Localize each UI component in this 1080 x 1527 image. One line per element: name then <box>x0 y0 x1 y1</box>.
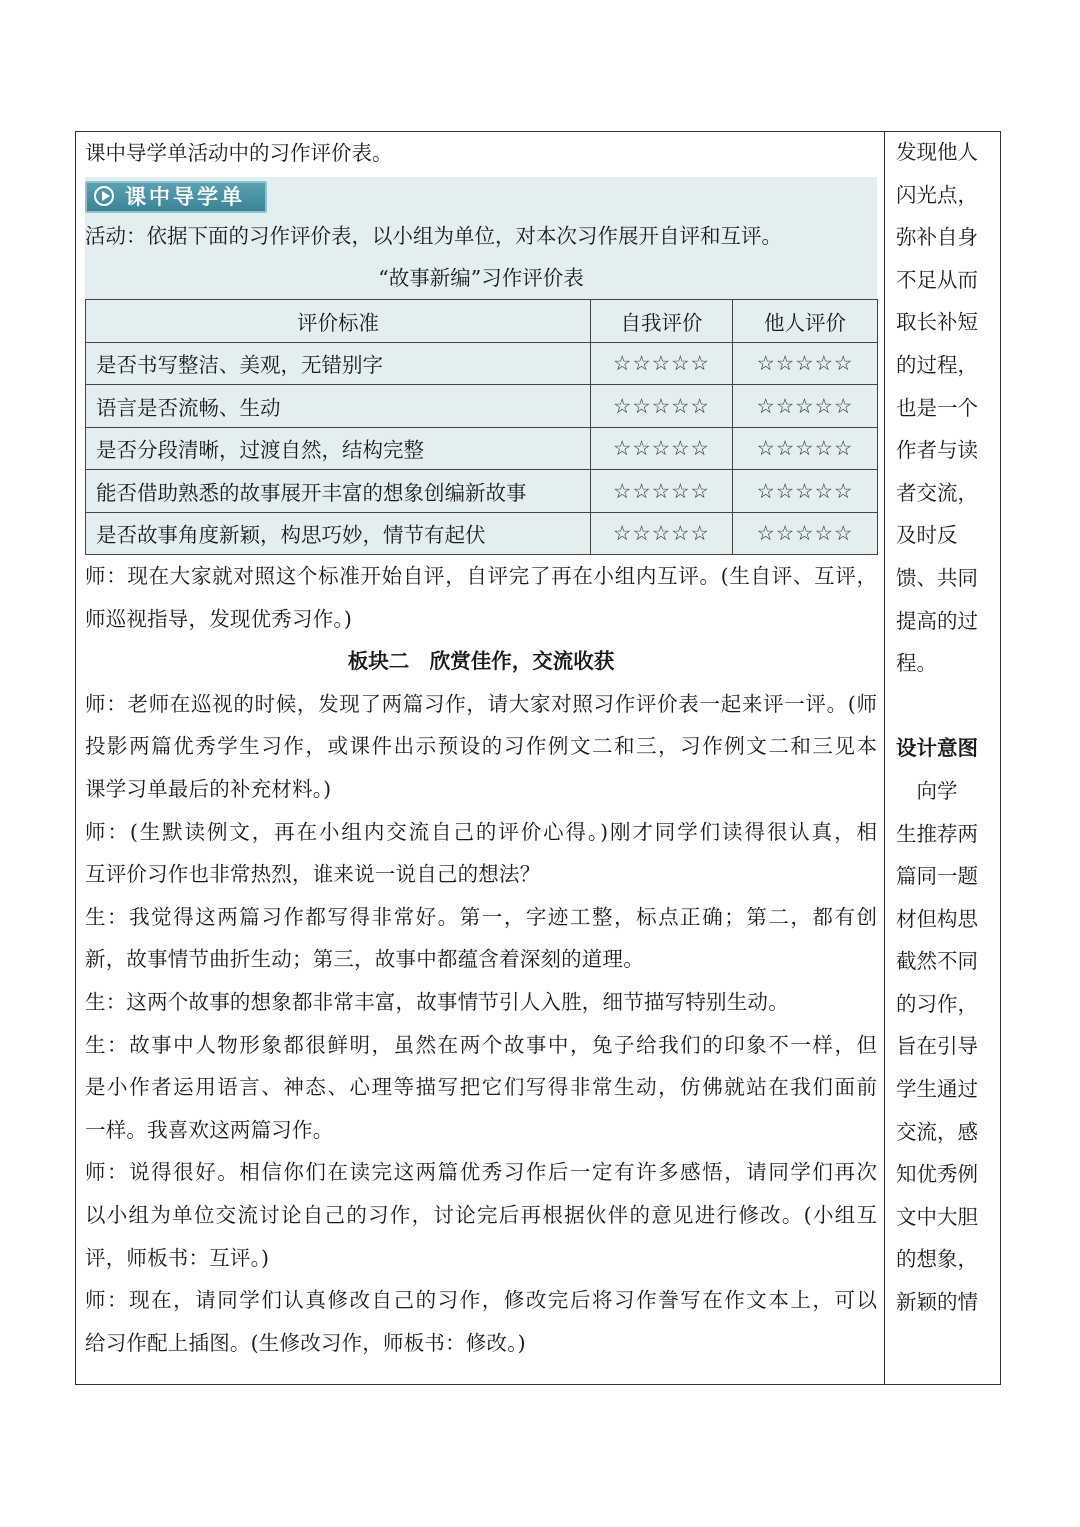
side-column <box>896 131 988 1324</box>
table-row <box>86 427 878 470</box>
dialogue-line: 师巡视指导，发现优秀习作。) <box>85 606 353 631</box>
dialogue-line: 师：老师在巡视的时候，发现了两篇习作，请大家对照习作评价表一起来评一评。(师 <box>85 691 877 716</box>
side-note-line: 的想象， <box>896 1247 978 1272</box>
side-note-line: 者交流， <box>896 480 978 505</box>
side-note-line: 的过程， <box>896 352 978 377</box>
side-note-line: 新颖的情 <box>896 1290 978 1315</box>
self-rating-stars: ☆☆☆☆☆ <box>591 512 733 555</box>
side-note-line: 生推荐两 <box>896 821 978 846</box>
side-note-line: 取长补短 <box>896 310 978 335</box>
self-rating-stars: ☆☆☆☆☆ <box>591 427 733 470</box>
dialogue-line: 生：这两个故事的想象都非常丰富，故事情节引人入胜，细节描写特别生动。 <box>85 989 789 1014</box>
side-note-line: 不足从而 <box>896 267 978 292</box>
table-header-row <box>86 300 878 343</box>
self-rating-stars: ☆☆☆☆☆ <box>591 342 733 385</box>
side-note-line: 提高的过 <box>896 608 978 633</box>
table-row <box>86 470 878 513</box>
guide-banner <box>85 181 267 213</box>
table-row <box>86 385 878 428</box>
header-criterion: 评价标准 <box>86 300 591 343</box>
header-others: 他人评价 <box>733 300 878 343</box>
intro-line: 课中导学单活动中的习作评价表。 <box>85 141 393 165</box>
evaluation-table <box>85 299 878 555</box>
others-rating-stars: ☆☆☆☆☆ <box>733 385 878 428</box>
table-row <box>86 342 878 385</box>
dialogue-line: 一样。我喜欢这两篇习作。 <box>85 1117 334 1142</box>
side-note-line: 闪光点， <box>896 182 978 207</box>
side-note-line: 发现他人 <box>896 140 978 164</box>
dialogue-line: 互评价习作也非常热烈，谁来说一说自己的想法？ <box>85 862 541 887</box>
side-note-line: 及时反 <box>896 523 958 548</box>
side-note-line: 程。 <box>896 651 937 676</box>
banner-label: 课中导学单 <box>125 185 245 209</box>
others-rating-stars: ☆☆☆☆☆ <box>733 470 878 513</box>
dialogue-line: 给习作配上插图。(生修改习作，师板书：修改。) <box>85 1330 526 1355</box>
others-rating-stars: ☆☆☆☆☆ <box>733 427 878 470</box>
side-note-line: 材但构思 <box>896 906 978 931</box>
dialogue-line: 师：现在，请同学们认真修改自己的习作，修改完后将习作誊写在作文本上，可以 <box>85 1288 877 1313</box>
dialogue-line: 生：故事中人物形象都很鲜明，虽然在两个故事中，兔子给我们的印象不一样，但 <box>85 1032 877 1057</box>
side-note-line: 的习作， <box>896 991 978 1016</box>
guide-banner-row <box>85 177 877 215</box>
side-note-line: 交流，感 <box>896 1119 978 1144</box>
dialogue-block-a <box>85 555 877 640</box>
dialogue-line: 师：(生默读例文，再在小组内交流自己的评价心得。)刚才同学们读得很认真，相 <box>85 819 877 844</box>
side-note-line: 向学 <box>896 778 958 803</box>
dialogue-line: 是小作者运用语言、神态、心理等描写把它们写得非常生动，仿佛就站在我们面前 <box>85 1075 877 1100</box>
criterion-cell: 是否分段清晰，过渡自然，结构完整 <box>86 427 591 470</box>
dialogue-line: 生：我觉得这两篇习作都写得非常好。第一，字迹工整，标点正确；第二，都有创 <box>85 904 877 929</box>
dialogue-line: 投影两篇优秀学生习作，或课件出示预设的习作例文二和三，习作例文二和三见本 <box>85 734 877 759</box>
criterion-cell: 是否书写整洁、美观，无错别字 <box>86 342 591 385</box>
self-rating-stars: ☆☆☆☆☆ <box>591 385 733 428</box>
dialogue-line: 师：现在大家就对照这个标准开始自评，自评完了再在小组内互评。(生自评、互评， <box>85 564 877 588</box>
self-rating-stars: ☆☆☆☆☆ <box>591 470 733 513</box>
dialogue-line: 课学习单最后的补充材料。) <box>85 776 332 801</box>
side-note-line: 馈、共同 <box>896 565 978 590</box>
side-spacer <box>896 685 988 728</box>
others-rating-stars: ☆☆☆☆☆ <box>733 342 878 385</box>
header-self: 自我评价 <box>591 300 733 343</box>
activity-block <box>85 215 877 299</box>
table-row <box>86 512 878 555</box>
side-note-line: 也是一个 <box>896 395 978 420</box>
side-note-line: 弥补自身 <box>896 225 978 250</box>
dialogue-line: 新，故事情节曲折生动；第三，故事中都蕴含着深刻的道理。 <box>85 947 644 972</box>
side-note-line: 文中大胆 <box>896 1204 978 1229</box>
table-title: “故事新编”习作评价表 <box>378 266 584 290</box>
section-title: 板块二 欣赏佳作，交流收获 <box>347 649 615 674</box>
main-column <box>85 131 877 1364</box>
criterion-cell: 语言是否流畅、生动 <box>86 385 591 428</box>
dialogue-line: 师：说得很好。相信你们在读完这两篇优秀习作后一定有许多感悟，请同学们再次 <box>85 1160 877 1185</box>
side-note-line: 学生通过 <box>896 1077 978 1102</box>
side-note-line: 截然不同 <box>896 949 978 974</box>
criterion-cell: 是否故事角度新颖，构思巧妙，情节有起伏 <box>86 512 591 555</box>
dialogue-line: 评，师板书：互评。) <box>85 1245 270 1270</box>
side-note-line: 旨在引导 <box>896 1034 978 1059</box>
column-divider <box>884 131 885 1385</box>
others-rating-stars: ☆☆☆☆☆ <box>733 512 878 555</box>
side-note-line: 知优秀例 <box>896 1162 978 1187</box>
activity-text: 活动：依据下面的习作评价表，以小组为单位，对本次习作展开自评和互评。 <box>85 224 782 248</box>
side-note-line: 篇同一题 <box>896 864 978 889</box>
side-heading: 设计意图 <box>896 736 978 761</box>
dialogue-line: 以小组为单位交流讨论自己的习作，讨论完后再根据伙伴的意见进行修改。(小组互 <box>85 1202 877 1227</box>
criterion-cell: 能否借助熟悉的故事展开丰富的想象创编新故事 <box>86 470 591 513</box>
play-circle-icon <box>94 186 114 206</box>
side-note-line: 作者与读 <box>896 438 978 463</box>
dialogue-block-b <box>85 683 877 1365</box>
